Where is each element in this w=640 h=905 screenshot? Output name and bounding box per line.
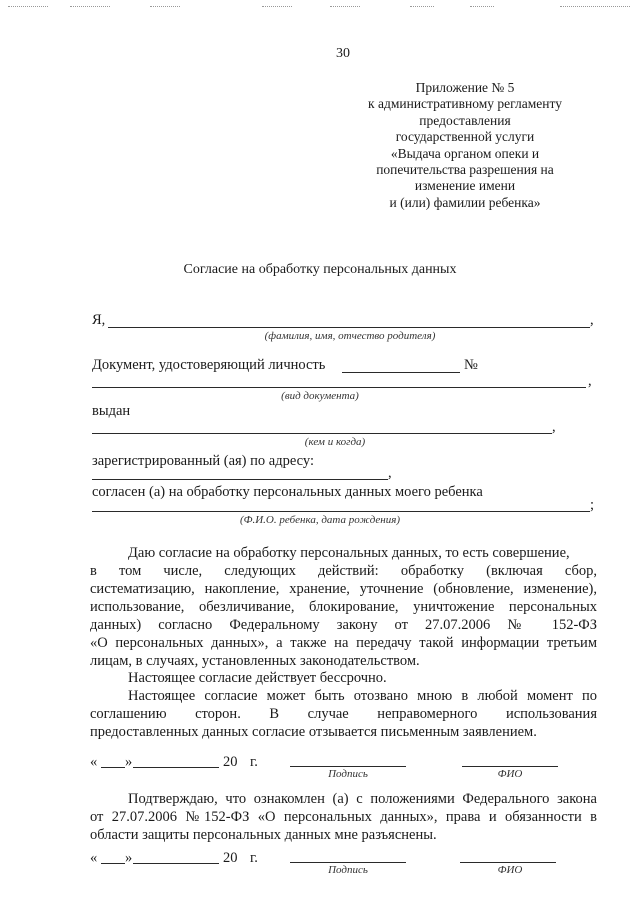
appendix-line: предоставления: [419, 112, 511, 128]
paragraph-line: лицам, в случаях, установленных законодательством.: [90, 653, 420, 669]
issued-end: ,: [552, 419, 556, 435]
issued-label: выдан: [92, 403, 131, 419]
scan-artifact: [560, 6, 630, 7]
paragraph-line: в том числе, следующих действий: обработку (включая сбор,: [90, 563, 597, 579]
document-number-field[interactable]: [92, 387, 586, 388]
registered-label: зарегистрированный (ая) по адресу:: [92, 453, 314, 469]
name-caption: (фамилия, имя, отчество родителя): [264, 330, 436, 342]
issued-caption: (кем и когда): [304, 436, 366, 448]
paragraph-line: Даю согласие на обработку персональных данных, то есть совершение,: [128, 545, 570, 561]
year-suffix: г.: [250, 850, 258, 866]
appendix-header: [330, 80, 600, 211]
year-prefix: 20: [223, 850, 238, 866]
date-day-field[interactable]: [101, 863, 125, 864]
paragraph-line: данных) согласно Федеральному закону от 27.07.2006 № 152-ФЗ: [90, 617, 597, 633]
fio-caption: ФИО: [497, 864, 523, 876]
registered-end: ,: [388, 465, 392, 481]
scan-artifact: [330, 6, 360, 7]
address-field[interactable]: [92, 479, 388, 480]
i-end: ,: [590, 312, 594, 328]
scan-artifact: [262, 6, 292, 7]
document-title: Согласие на обработку персональных данных: [183, 262, 457, 277]
appendix-line: Приложение № 5: [415, 80, 515, 95]
date-open-quote: «: [90, 754, 98, 770]
appendix-line: попечительства разрешения на: [376, 162, 554, 178]
scan-artifact: [70, 6, 110, 7]
appendix-line: государственной услуги: [395, 129, 535, 145]
child-end: ;: [590, 497, 595, 513]
appendix-line: изменение имени: [414, 178, 516, 194]
number-sign: №: [464, 357, 478, 373]
child-name-field[interactable]: [92, 511, 590, 512]
appendix-line: и (или) фамилии ребенка»: [389, 194, 541, 210]
confirm-line: от 27.07.2006 №152-ФЗ «О персональных данных», права и обязанности в: [90, 809, 597, 825]
paragraph-line: использование, обезличивание, блокирование, уничтожение персональных: [90, 599, 597, 615]
date-month-field[interactable]: [133, 863, 219, 864]
paragraph-line: Настоящее согласие может быть отозвано мною в любой момент по: [128, 688, 597, 704]
document-caption: (вид документа): [281, 390, 359, 402]
paragraph-line: систематизацию, накопление, хранение, уточнение (обновление, изменение),: [90, 581, 597, 597]
fio-caption: ФИО: [497, 768, 523, 780]
signature-caption: Подпись: [328, 768, 368, 780]
paragraph-line: «О персональных данных», а также на передачу такой информации третьим: [90, 635, 597, 651]
date-close-quote: »: [125, 754, 133, 770]
year-prefix: 20: [223, 754, 238, 770]
child-caption: (Ф.И.О. ребенка, дата рождения): [239, 514, 401, 526]
scan-artifact: [8, 6, 48, 7]
parent-name-field[interactable]: [108, 327, 590, 328]
year-suffix: г.: [250, 754, 258, 770]
page-number: 30: [336, 46, 350, 61]
signature-caption: Подпись: [328, 864, 368, 876]
signature-field[interactable]: [290, 862, 406, 863]
appendix-line: «Выдача органом опеки и: [390, 145, 540, 161]
date-close-quote: »: [125, 850, 133, 866]
document-type-field[interactable]: [342, 372, 460, 373]
paragraph-line: предоставленных данных согласие отзывается письменным заявлением.: [90, 724, 537, 740]
appendix-line: к административному регламенту: [368, 96, 562, 112]
scan-artifact: [410, 6, 434, 7]
issued-by-field[interactable]: [92, 433, 552, 434]
confirm-line: Подтверждаю, что ознакомлен (а) с положениями Федерального закона: [128, 791, 597, 807]
confirm-line: области защиты персональных данных мне разъяснены.: [90, 827, 437, 843]
consent-label: согласен (а) на обработку персональных данных моего ребенка: [92, 484, 483, 500]
scan-artifact: [150, 6, 180, 7]
date-month-field[interactable]: [133, 767, 219, 768]
i-label: Я,: [92, 312, 106, 328]
document-end: ,: [588, 373, 592, 389]
paragraph-line: Настоящее согласие действует бессрочно.: [128, 670, 387, 686]
fio-field[interactable]: [460, 862, 556, 863]
fio-field[interactable]: [462, 766, 558, 767]
date-day-field[interactable]: [101, 767, 125, 768]
paragraph-line: соглашению сторон. В случае неправомерного использования: [90, 706, 597, 722]
signature-field[interactable]: [290, 766, 406, 767]
document-label: Документ, удостоверяющий личность: [92, 357, 326, 373]
scan-artifact: [470, 6, 494, 7]
date-open-quote: «: [90, 850, 98, 866]
